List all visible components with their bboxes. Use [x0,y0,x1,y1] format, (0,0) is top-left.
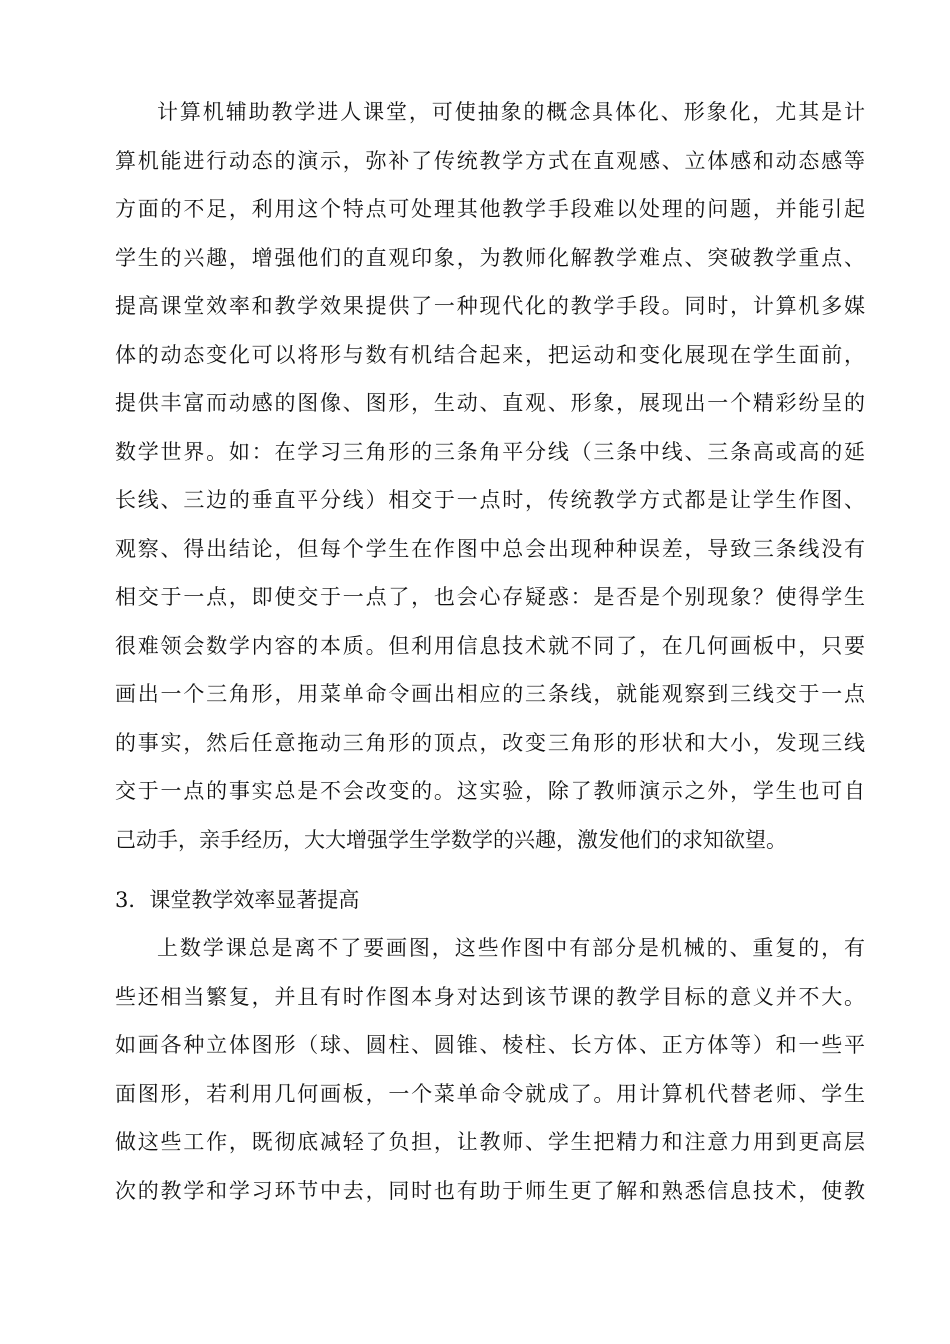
paragraph-line: 学生的兴趣，增强他们的直观印象，为教师化解教学难点、突破教学重点、 [115,245,865,270]
paragraph-line: 提高课堂效率和教学效果提供了一种现代化的教学手段。同时，计算机多媒 [115,294,865,318]
paragraph-line: 面图形，若利用几何画板，一个菜单命令就成了。用计算机代替老师、学生 [115,1081,865,1106]
paragraph-efficiency [115,924,865,1215]
paragraph-line: 很难领会数学内容的本质。但利用信息技术就不同了，在几何画板中，只要 [115,633,865,658]
paragraph-line: 上数学课总是离不了要画图，这些作图中有部分是机械的、重复的，有 [157,936,865,960]
paragraph-line: 己动手，亲手经历，大大增强学生学数学的兴趣，激发他们的求知欲望。 [115,827,787,852]
paragraph-line: 做这些工作，既彻底减轻了负担，让教师、学生把精力和注意力用到更高层 [115,1130,865,1154]
paragraph-line: 画出一个三角形，用菜单命令画出相应的三条线，就能观察到三线交于一点 [115,682,865,706]
paragraph-line: 提供丰富而动感的图像、图形，生动、直观、形象，展现出一个精彩纷呈的 [115,391,865,415]
paragraph-line: 算机能进行动态的演示，弥补了传统教学方式在直观感、立体感和动态感等 [115,148,865,173]
paragraph-line: 些还相当繁复，并且有时作图本身对达到该节课的教学目标的意义并不大。 [115,984,865,1009]
paragraph-line: 如画各种立体图形（球、圆柱、圆锥、棱柱、长方体、正方体等）和一些平 [115,1033,865,1057]
paragraph-line: 的事实，然后任意拖动三角形的顶点，改变三角形的形状和大小，发现三线 [115,730,865,755]
paragraph-computer-aided-teaching [115,88,865,864]
section-heading: 3．课堂教学效率显著提高 [115,888,360,912]
section-heading-block [115,876,865,925]
paragraph-line: 方面的不足，利用这个特点可处理其他教学手段难以处理的问题，并能引起 [115,197,865,221]
paragraph-line: 相交于一点，即使交于一点了，也会心存疑惑：是否是个别现象？使得学生 [115,585,865,609]
paragraph-line: 长线、三边的垂直平分线）相交于一点时，传统教学方式都是让学生作图、 [115,488,865,512]
paragraph-line: 次的教学和学习环节中去，同时也有助于师生更了解和熟悉信息技术，使教 [115,1178,865,1203]
paragraph-line: 计算机辅助教学进人课堂，可使抽象的概念具体化、形象化，尤其是计 [157,100,865,124]
paragraph-line: 交于一点的事实总是不会改变的。这实验，除了教师演示之外，学生也可自 [115,779,865,803]
paragraph-line: 数学世界。如：在学习三角形的三条角平分线（三条中线、三条高或高的延 [115,439,865,464]
paragraph-line: 体的动态变化可以将形与数有机结合起来，把运动和变化展现在学生面前， [115,342,865,367]
paragraph-line: 观察、得出结论，但每个学生在作图中总会出现种种误差，导致三条线没有 [115,536,865,561]
